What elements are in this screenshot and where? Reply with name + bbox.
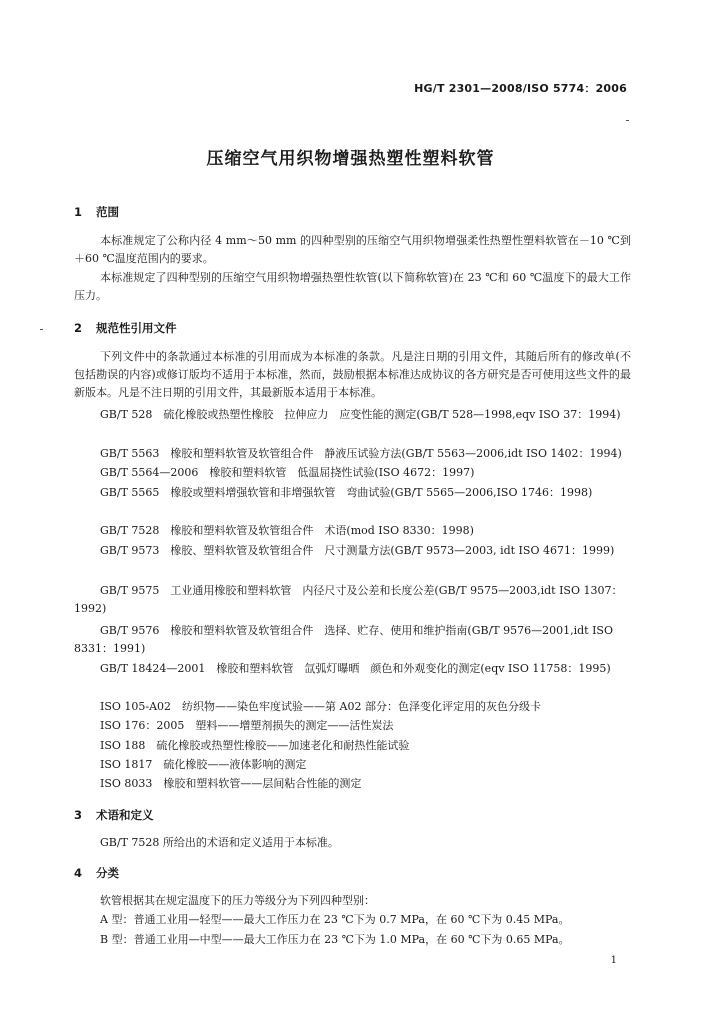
paragraph: A 型：普通工业用—轻型——最大工作压力在 23 ℃下为 0.7 MPa，在 60 ℃下为 0.45 MPa。 [100,913,570,926]
section-number: 4 [74,866,83,880]
section-title: 分类 [96,866,119,880]
scan-speck [40,329,43,330]
reference-item: ISO 188 硫化橡胶或热塑性橡胶——加速老化和耐热性能试验 [100,739,410,752]
reference-item: ISO 1817 硫化橡胶——液体影响的测定 [100,758,307,771]
paragraph: 下列文件中的条款通过本标准的引用而成为本标准的条款。凡是注日期的引用文件，其随后所有的修改单(不包括勘误的内容)或修订版均不适用于本标准，然而，鼓励根据本标准达成协议的各方研究是否可使用这些文件的最新版本。凡是不注日期的引用文件，其最新版本适用于本标准。 [74,350,631,399]
reference-item: GB/T 5563 橡胶和塑料软管及软管组合件 静液压试验方法(GB/T 5563—2006,idt ISO 1402：1994) [100,447,622,460]
reference-item: GB/T 18424—2001 橡胶和塑料软管 氙弧灯曝晒 颜色和外观变化的测定(eqv ISO 11758：1995) [100,662,611,675]
section-1-heading [74,204,119,220]
section-title: 术语和定义 [96,808,154,822]
reference-item: ISO 105-A02 纺织物——染色牢度试验——第 A02 部分：色泽变化评定用的灰色分级卡 [100,700,541,713]
section-title: 范围 [96,205,119,219]
reference-item: GB/T 7528 橡胶和塑料软管及软管组合件 术语(mod ISO 8330：1998) [100,524,474,537]
paragraph: 本标准规定了公称内径 4 mm～50 mm 的四种型别的压缩空气用织物增强柔性热塑性塑料软管在－10 ℃到＋60 ℃温度范围内的要求。 [74,234,631,265]
paragraph: B 型：普通工业用—中型——最大工作压力在 23 ℃下为 1.0 MPa，在 60 ℃下为 0.65 MPa。 [100,933,570,946]
section-2-heading [74,320,177,336]
section-3-heading [74,807,154,823]
reference-item: GB/T 5565 橡胶或塑料增强软管和非增强软管 弯曲试验(GB/T 5565—2006,ISO 1746：1998) [100,486,593,499]
reference-item: GB/T 9576 橡胶和塑料软管及软管组合件 选择、贮存、使用和维护指南(GB/T 9576—2001,idt ISO 8331：1991) [74,624,613,655]
scan-speck [626,120,629,121]
paragraph: GB/T 7528 所给出的术语和定义适用于本标准。 [100,836,339,849]
reference-item: GB/T 528 硫化橡胶或热塑性橡胶 拉伸应力 应变性能的测定(GB/T 528—1998,eqv ISO 37：1994) [100,408,621,421]
section-number: 3 [74,808,83,822]
paragraph: 软管根据其在规定温度下的压力等级分为下列四种型别： [100,894,375,907]
page-number: 1 [610,955,617,966]
paragraph: 本标准规定了四种型别的压缩空气用织物增强热塑性软管(以下简称软管)在 23 ℃和 60 ℃温度下的最大工作压力。 [74,271,631,302]
reference-item: GB/T 5564—2006 橡胶和塑料软管 低温屈挠性试验(ISO 4672：1997) [100,466,475,479]
document-title: 压缩空气用织物增强热塑性塑料软管 [206,149,495,169]
reference-item: ISO 176：2005 塑料——增塑剂损失的测定——活性炭法 [100,719,394,732]
section-number: 1 [74,205,83,219]
reference-item: ISO 8033 橡胶和塑料软管——层间粘合性能的测定 [100,777,362,790]
reference-item: GB/T 9573 橡胶、塑料软管及软管组合件 尺寸测量方法(GB/T 9573—2003, idt ISO 4671：1999) [100,544,615,557]
section-title: 规范性引用文件 [96,321,177,335]
standard-code: HG/T 2301—2008/ISO 5774：2006 [414,82,627,95]
section-number: 2 [74,321,83,335]
reference-item: GB/T 9575 工业通用橡胶和塑料软管 内径尺寸及公差和长度公差(GB/T 9575—2003,idt ISO 1307：1992) [74,584,623,615]
section-4-heading [74,865,119,881]
